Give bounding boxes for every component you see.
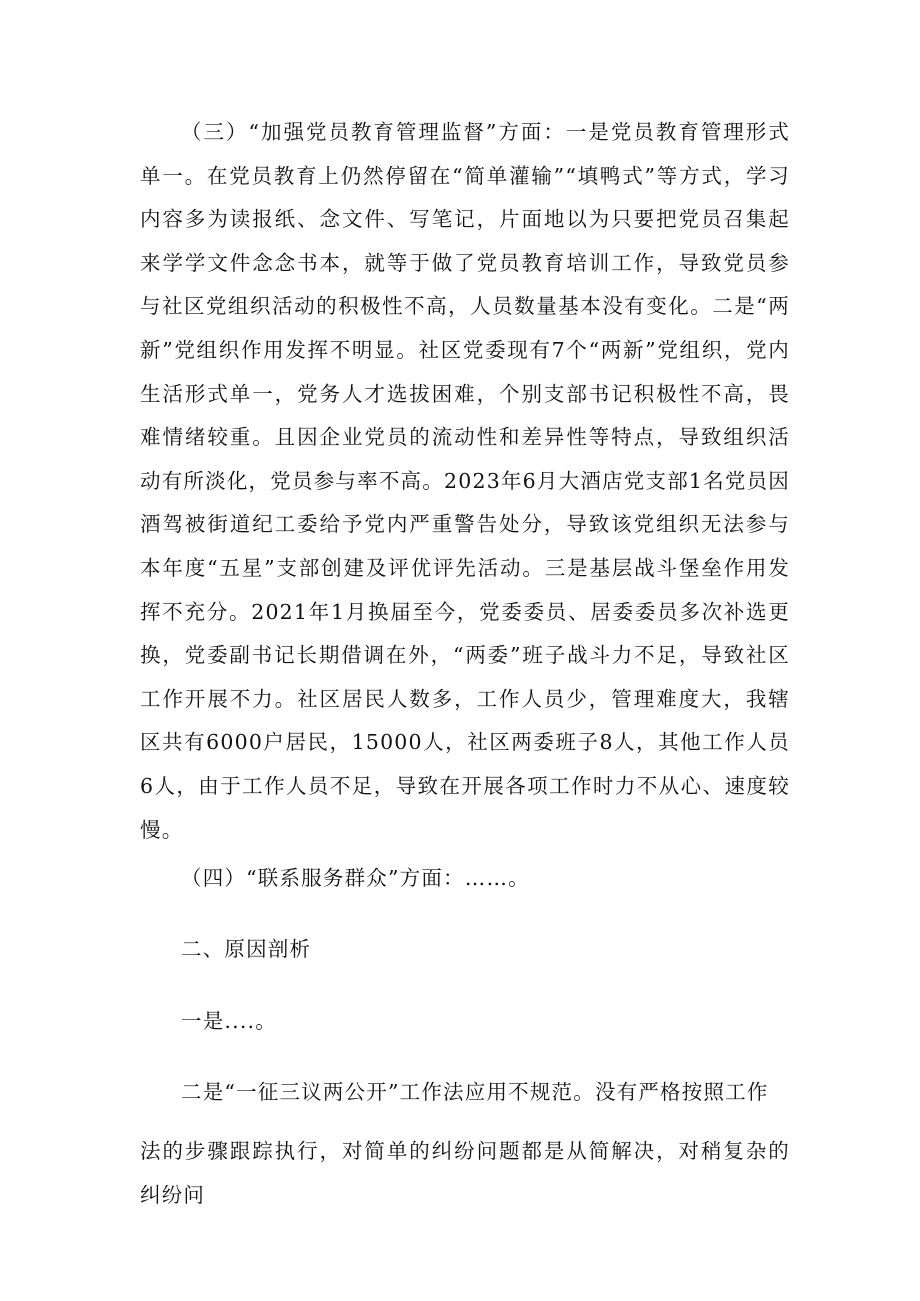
paragraph-serving-masses: （四）“联系服务群众”方面：……。 xyxy=(181,866,530,890)
paragraph-party-education-supervision: （三）“加强党员教育管理监督”方面：一是党员教育管理形式单一。在党员教育上仍然停留在“简单灌输”“填鸭式”等方式，学习内容多为读报纸、念文件、写笔记，片面地以为只要把党员召集起来学学文件念念书本，就等于做了党员教育培训工作，导致党员参与社区党组织活动的积极性不高，人员数量基本没有变化。二是“两新”党组织作用发挥不明显。社区党委现有7个“两新”党组织，党内生活形式单一，党务人才选拔困难，个别支部书记积极性不高，畏难情绪较重。且因企业党员的流动性和差异性等特点，导致组织活动有所淡化，党员参与率不高。2023年6月大酒店党支部1名党员因酒驾被街道纪工委给予党内严重警告处分，导致该党组织无法参与本年度“五星”支部创建及评优评先活动。三是基层战斗堡垒作用发挥不充分。2021年1月换届至今，党委委员、居委委员多次补选更换，党委副书记长期借调在外，“两委”班子战斗力不足，导致社区工作开展不力。社区居民人数多，工作人员少，管理难度大，我辖区共有6000户居民，15000人，社区两委班子8人，其他工作人员6人，由于工作人员不足，导致在开展各项工作时力不从心、速度较慢。 xyxy=(140,120,790,842)
section-heading-cause-analysis: 二、原因剖析 xyxy=(181,937,312,961)
paragraph-cause-two-continued: 法的步骤跟踪执行，对简单的纠纷问题都是从简解决，对稍复杂的纠纷问 xyxy=(140,1139,790,1207)
paragraph-cause-one: 一是....。 xyxy=(181,1009,277,1033)
paragraph-cause-two: 二是“一征三议两公开”工作法应用不规范。没有严格按照工作 xyxy=(181,1080,769,1104)
